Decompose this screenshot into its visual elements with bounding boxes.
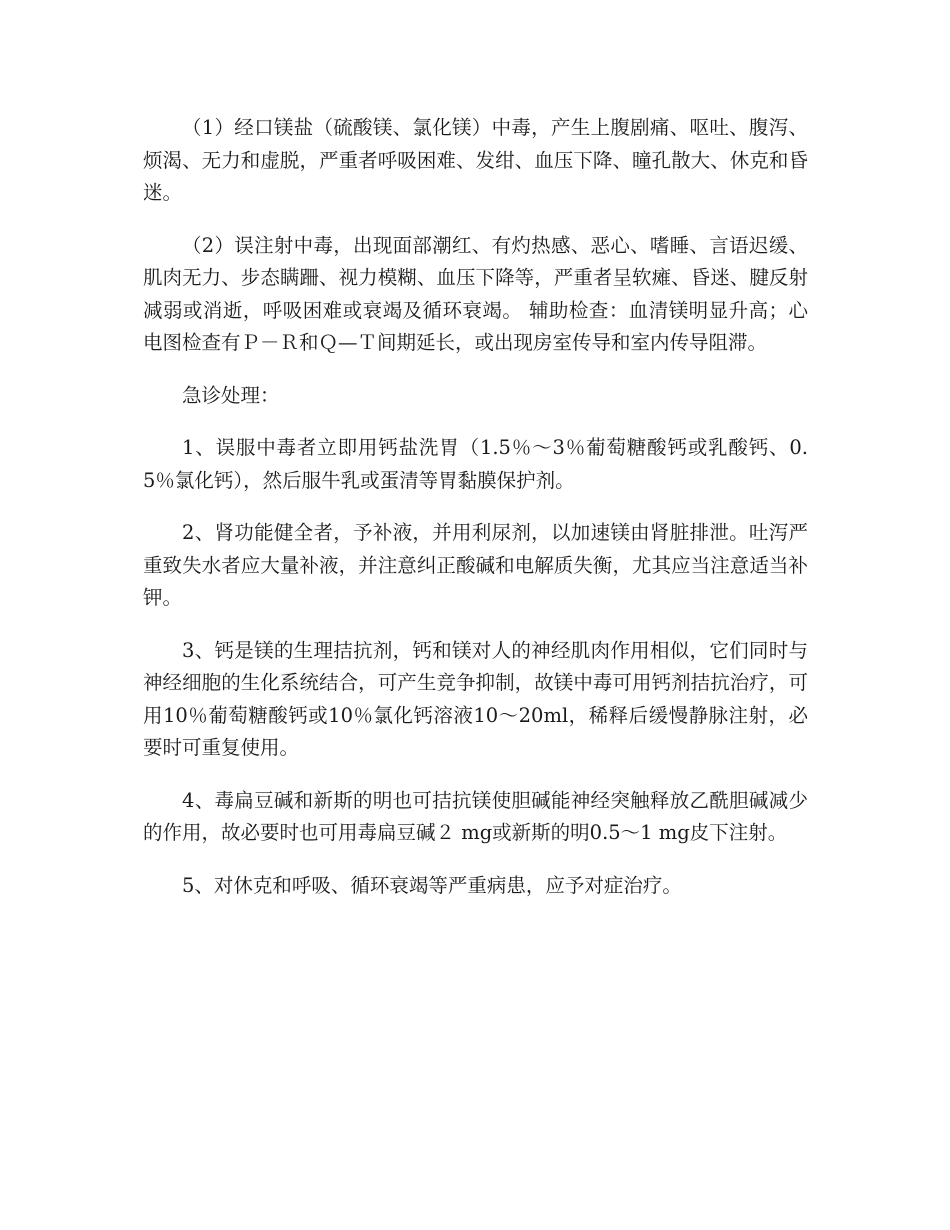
paragraph-treatment-1: 1、误服中毒者立即用钙盐洗胃（1.5％～3％葡萄糖酸钙或乳酸钙、0.5％氯化钙），然后服牛乳或蛋清等胃黏膜保护剂。 [143, 436, 808, 492]
paragraph-treatment-5: 5、对休克和呼吸、循环衰竭等严重病患，应予对症治疗。 [182, 873, 682, 897]
paragraph-oral-poisoning: （1）经口镁盐（硫酸镁、氯化镁）中毒，产生上腹剧痛、呕吐、腹泻、烦渴、无力和虚脱，严重者呼吸困难、发绀、血压下降、瞳孔散大、休克和昏迷。 [143, 116, 808, 204]
paragraph-treatment-2: 2、肾功能健全者，予补液，并用利尿剂，以加速镁由肾脏排泄。吐泻严重致失水者应大量补液，并注意纠正酸碱和电解质失衡，尤其应当注意适当补钾。 [143, 521, 808, 609]
paragraph-treatment-3: 3、钙是镁的生理拮抗剂，钙和镁对人的神经肌肉作用相似，它们同时与神经细胞的生化系统结合，可产生竞争抑制，故镁中毒可用钙剂拮抗治疗，可用10％葡萄糖酸钙或10％氯化钙溶液10～20ml，稀释后缓慢静脉注射，必要时可重复使用。 [143, 638, 808, 759]
document-body [143, 112, 808, 922]
paragraph-injection-poisoning: （2）误注射中毒，出现面部潮红、有灼热感、恶心、嗜睡、言语迟缓、肌肉无力、步态瞒跚、视力模糊、血压下降等，严重者呈软瘫、昏迷、腱反射减弱或消逝，呼吸困难或衰竭及循环衰竭。 辅助检查：血清镁明显升高；心电图检查有Ｐ－Ｒ和Ｑ—Ｔ间期延长，或出现房室传导和室内传导阻滞。 [143, 233, 808, 354]
paragraph-emergency-heading: 急诊处理： [182, 383, 280, 407]
paragraph-treatment-4: 4、毒扁豆碱和新斯的明也可拮抗镁使胆碱能神经突触释放乙酰胆碱减少的作用，故必要时也可用毒扁豆碱２ mg或新斯的明0.5～1 mg皮下注射。 [143, 788, 808, 844]
